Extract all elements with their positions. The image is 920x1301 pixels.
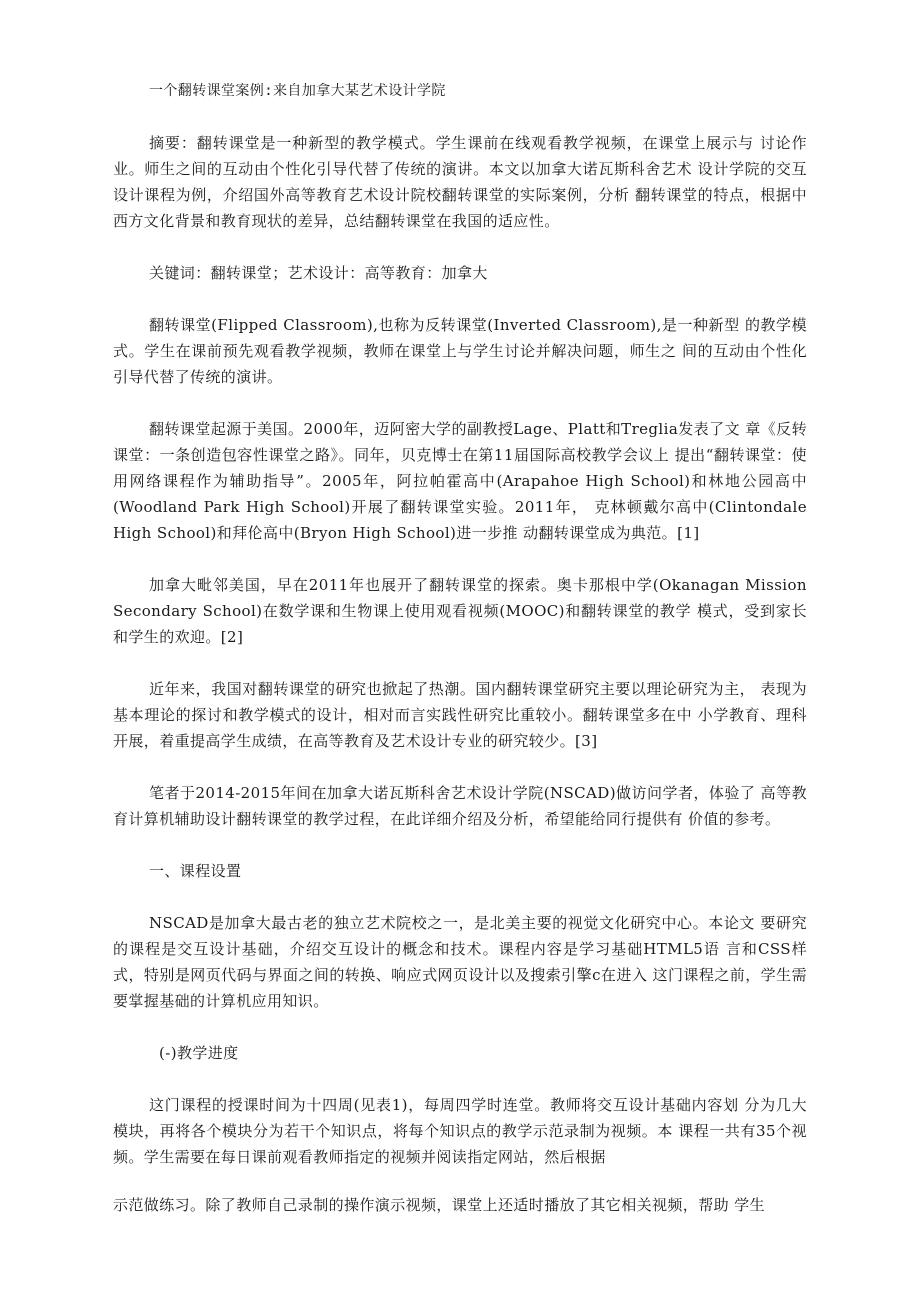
abstract-paragraph: 摘要：翻转课堂是一种新型的教学模式。学生课前在线观看教学视频，在课堂上展示与 讨论作业。师生之间的互动由个性化引导代替了传统的演讲。本文以加拿大诺瓦斯科舍艺术 设计学院的交互设计课程为例，介绍国外高等教育艺术设计院校翻转课堂的实际案例，分析 翻转课堂的特点，根据中西方文化背景和教育现状的差异，总结翻转课堂在我国的适应性。: [113, 134, 807, 230]
body-paragraph-6: NSCAD是加拿大最古老的独立艺术院校之一，是北美主要的视觉文化研究中心。本论文 要研究的课程是交互设计基础，介绍交互设计的概念和技术。课程内容是学习基础HTML5语 言和CSS样式，特别是网页代码与界面之间的转换、响应式网页设计以及搜索引擎c在进入 这门课程之前，学生需要掌握基础的计算机应用知识。: [113, 914, 807, 1010]
keywords-line: 关键词：翻转课堂；艺术设计：高等教育：加拿大: [149, 264, 488, 282]
document-title: 一个翻转课堂案例:来自加拿大某艺术设计学院: [149, 83, 446, 99]
section-heading-1: 一、课程设置: [149, 862, 242, 880]
body-paragraph-1: 翻转课堂(Flipped Classroom),也称为反转课堂(Inverted Classroom),是一种新型 的教学模式。学生在课前预先观看教学视频，教师在课堂上与学生讨论并解决问题，师生之 间的互动由个性化引导代替了传统的演讲。: [113, 316, 807, 386]
subsection-heading-1: (-)教学进度: [159, 1044, 239, 1062]
body-paragraph-8: 示范做练习。除了教师自己录制的操作演示视频，课堂上还适时播放了其它相关视频，帮助 学生: [113, 1196, 765, 1214]
body-paragraph-7: 这门课程的授课时间为十四周(见表1)，每周四学时连堂。教师将交互设计基础内容划 分为几大模块，再将各个模块分为若干个知识点，将每个知识点的教学示范录制为视频。本 课程一共有35个视频。学生需要在每日课前观看教师指定的视频并阅读指定网站，然后根据: [113, 1096, 807, 1166]
document-page: [113, 78, 807, 1218]
body-paragraph-5: 笔者于2014-2015年间在加拿大诺瓦斯科舍艺术设计学院(NSCAD)做访问学者，体验了 高等教育计算机辅助设计翻转课堂的教学过程，在此详细介绍及分析，希望能给同行提供有 价值的参考。: [113, 784, 807, 828]
body-paragraph-3: 加拿大毗邻美国，早在2011年也展开了翻转课堂的探索。奥卡那根中学(Okanagan Mission Secondary School)在数学课和生物课上使用观看视频(MOOC)和翻转课堂的教学 模式，受到家长和学生的欢迎。[2]: [113, 576, 807, 646]
body-paragraph-4: 近年来，我国对翻转课堂的研究也掀起了热潮。国内翻转课堂研究主要以理论研究为主， 表现为基本理论的探讨和教学模式的设计，相对而言实践性研究比重较小。翻转课堂多在中 小学教育、理科开展，着重提高学生成绩，在高等教育及艺术设计专业的研究较少。[3]: [113, 680, 807, 750]
body-paragraph-2: 翻转课堂起源于美国。2000年，迈阿密大学的副教授Lage、Platt和Treglia发表了文 章《反转课堂：一条创造包容性课堂之路》。同年，贝克博士在第11届国际高校教学会议上 提出“翻转课堂：使用网络课程作为辅助指导”。2005年，阿拉帕霍高中(Arapahoe High School)和林地公园高中(Woodland Park High School)开展了翻转课堂实验。2011年， 克林顿戴尔高中(Clintondale High School)和拜伦高中(Bryon High School)进一步推 动翻转课堂成为典范。[1]: [113, 420, 807, 542]
